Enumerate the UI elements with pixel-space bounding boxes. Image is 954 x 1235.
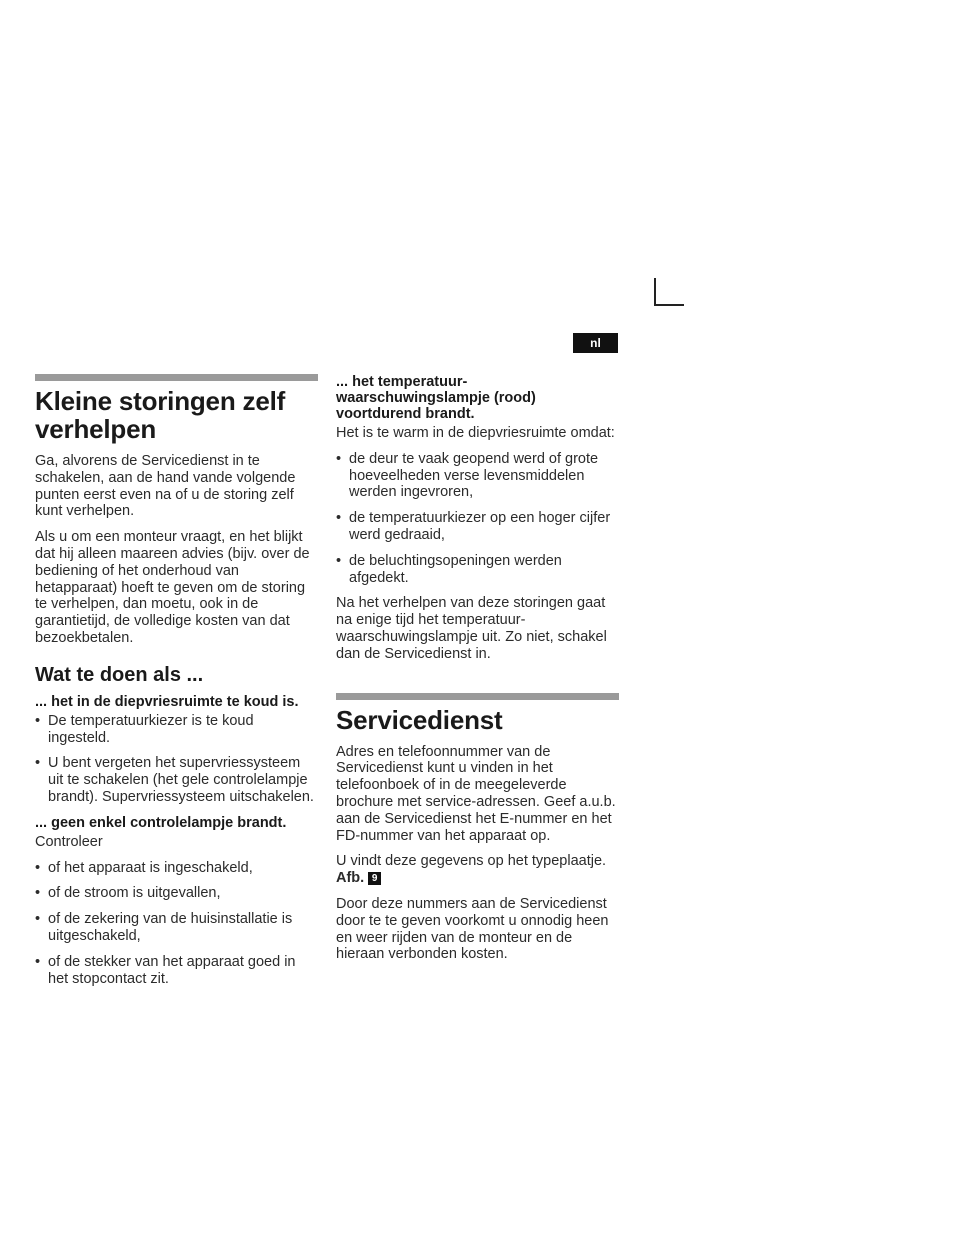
list-item: • of de stroom is uitgevallen,	[35, 885, 318, 902]
case-list	[35, 860, 318, 988]
case-list	[35, 713, 318, 806]
case-title: ... het temperatuur-waarschuwingslampje (rood) voortdurend brandt.	[336, 374, 536, 422]
section-rule	[336, 693, 619, 700]
crop-mark-vertical	[654, 278, 656, 306]
right-column	[336, 374, 619, 972]
service-paragraph: Adres en telefoonnummer van de Servicedienst kunt u vinden in het telefoonboek of in de meegeleverde brochure met service-adressen. Geef a.u.b. aan de Servicedienst het E-nummer en het FD-nummer van het apparaat op.	[336, 743, 616, 844]
figure-label: Afb.	[336, 870, 365, 887]
service-paragraph: U vindt deze gegevens op het typeplaatje.	[336, 853, 607, 870]
case-lead: Controleer	[35, 833, 103, 850]
crop-mark-horizontal	[654, 304, 684, 306]
list-item: • U bent vergeten het supervriessysteem uit te schakelen (het gele controlelampje brandt). Supervriessysteem uitschakelen.	[35, 755, 318, 805]
list-item: • of het apparaat is ingeschakeld,	[35, 860, 318, 877]
section-heading-service: Servicedienst	[336, 704, 503, 735]
section-heading-troubleshooting: Kleine storingen zelf verhelpen	[35, 386, 286, 444]
intro-paragraph: Ga, alvorens de Servicedienst in te schakelen, aan de hand vande volgende punten eerst even na of u de storing zelf kunt verhelpen.	[35, 453, 296, 520]
figure-number-badge: 9	[368, 872, 381, 885]
language-tab: nl	[573, 333, 618, 353]
list-item: • De temperatuurkiezer is te koud ingesteld.	[35, 713, 318, 747]
closing-paragraph: Na het verhelpen van deze storingen gaat na enige tijd het temperatuur-waarschuwingslampje uit. Zo niet, schakel dan de Servicedienst in.	[336, 595, 607, 662]
list-item: • de deur te vaak geopend werd of grote hoeveelheden verse levensmiddelen werden ingevroren,	[336, 451, 619, 501]
section-rule	[35, 374, 318, 381]
list-item: • de temperatuurkiezer op een hoger cijfer werd gedraaid,	[336, 510, 619, 544]
left-column	[35, 374, 318, 996]
service-paragraph: Door deze nummers aan de Servicedienst door te te geven voorkomt u onnodig heen en weer rijden van de monteur en de hieraan verbonden kosten.	[336, 895, 609, 963]
case-list	[336, 451, 619, 587]
case-title: ... het in de diepvriesruimte te koud is.	[35, 693, 299, 710]
subheading-what-to-do: Wat te doen als ...	[35, 663, 204, 686]
intro-paragraph: Als u om een monteur vraagt, en het blijkt dat hij alleen maareen advies (bijv. over de bediening of het onderhoud van hetapparaat) hoeft te geven om de storing te verhelpen, dan moetu, ook in de garantietijd, de volledige kosten van dat bezoekbetalen.	[35, 529, 310, 646]
case-lead: Het is te warm in de diepvriesruimte omdat:	[336, 425, 615, 441]
list-item: • of de zekering van de huisinstallatie is uitgeschakeld,	[35, 911, 318, 945]
typeplate-reference	[336, 853, 619, 887]
list-item: • of de stekker van het apparaat goed in het stopcontact zit.	[35, 954, 318, 988]
list-item: • de beluchtingsopeningen werden afgedekt.	[336, 553, 619, 587]
case-title: ... geen enkel controlelampje brandt.	[35, 814, 287, 831]
